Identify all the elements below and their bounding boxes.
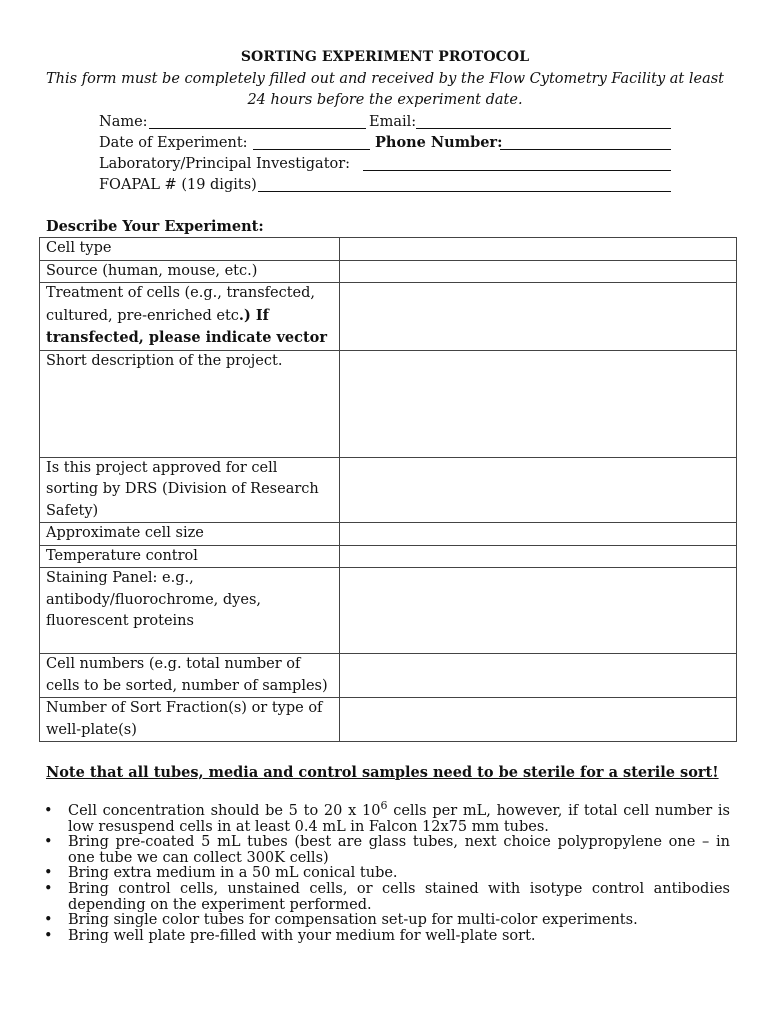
table-row xyxy=(40,523,737,546)
list-item xyxy=(40,882,730,913)
bullet-text: Bring pre-coated 5 mL tubes (best are glass tubes, next choice polypropylene one – in one tube we can collect 300K cells) xyxy=(68,834,730,866)
row-label-bold: .) If transfected, please indicate vector xyxy=(46,306,327,346)
instructions-list xyxy=(40,799,730,944)
name-field[interactable] xyxy=(149,128,366,129)
phone-row xyxy=(375,133,502,153)
row-label: Approximate cell size xyxy=(40,523,340,546)
bullet-icon: • xyxy=(44,834,53,851)
foapal-field[interactable] xyxy=(258,191,671,192)
lab-row xyxy=(99,154,350,174)
row-label-text: Treatment of cells (e.g., transfected, cultured, pre-enriched etc xyxy=(46,285,316,324)
phone-label: Phone Number: xyxy=(375,134,503,151)
bullet-icon: • xyxy=(44,927,53,944)
bullet-superscript: 6 xyxy=(380,799,388,813)
name-label: Name: xyxy=(99,114,148,130)
list-item xyxy=(40,866,730,882)
table-row xyxy=(40,545,737,568)
phone-field[interactable] xyxy=(500,149,671,150)
form-instructions: This form must be completely filled out and received by the Flow Cytometry Facility at least 24 hours before the experiment date. xyxy=(46,71,724,108)
lab-label: Laboratory/Principal Investigator: xyxy=(99,156,351,172)
bullet-icon: • xyxy=(44,803,53,819)
table-row xyxy=(40,260,737,283)
row-label: Short description of the project. xyxy=(40,350,340,457)
answer-cell[interactable] xyxy=(340,350,737,457)
row-label: Is this project approved for cell sorting by DRS (Division of Research Safety) xyxy=(40,457,340,523)
table-row xyxy=(40,568,737,654)
bullet-text: Bring single color tubes for compensation set-up for multi-color experiments. xyxy=(68,912,638,929)
row-label: Staining Panel: e.g., antibody/fluorochrome, dyes, fluorescent proteins xyxy=(40,568,340,654)
list-item xyxy=(40,799,730,835)
bullet-text: Bring extra medium in a 50 mL conical tube. xyxy=(68,865,398,882)
answer-cell[interactable] xyxy=(340,457,737,523)
sterile-note: Note that all tubes, media and control samples need to be sterile for a sterile sort! xyxy=(46,764,719,781)
row-label: Cell type xyxy=(40,238,340,261)
table-row xyxy=(40,457,737,523)
bullet-icon: • xyxy=(44,880,53,897)
bullet-text-post: cells per mL, however, if total cell number is low resuspend cells in at least 0.4 mL in Falcon 12x75 mm tubes. xyxy=(68,803,730,835)
bullet-text: Bring control cells, unstained cells, or cells stained with isotype control antibodies depending on the experiment performed. xyxy=(68,880,730,913)
list-item xyxy=(40,929,730,945)
table-row xyxy=(40,654,737,698)
foapal-label: FOAPAL # (19 digits) xyxy=(99,177,257,193)
list-item xyxy=(40,913,730,929)
answer-cell[interactable] xyxy=(340,545,737,568)
experiment-table xyxy=(39,237,737,742)
name-row xyxy=(99,112,148,132)
row-label: Temperature control xyxy=(40,545,340,568)
bullet-text-pre: Cell concentration should be 5 to 20 x 10 xyxy=(68,803,381,819)
date-field[interactable] xyxy=(253,149,370,150)
answer-cell[interactable] xyxy=(340,283,737,351)
email-row xyxy=(369,112,416,132)
foapal-row xyxy=(99,175,257,195)
table-row xyxy=(40,698,737,742)
table-row xyxy=(40,283,737,351)
answer-cell[interactable] xyxy=(340,238,737,261)
answer-cell[interactable] xyxy=(340,260,737,283)
bullet-text: Bring well plate pre-filled with your medium for well-plate sort. xyxy=(68,927,536,944)
row-label: Number of Sort Fraction(s) or type of well-plate(s) xyxy=(40,698,340,742)
bullet-icon: • xyxy=(44,912,53,929)
table-row xyxy=(40,238,737,261)
answer-cell[interactable] xyxy=(340,654,737,698)
email-label: Email: xyxy=(369,114,417,130)
list-item xyxy=(40,835,730,866)
bullet-icon: • xyxy=(44,865,53,882)
answer-cell[interactable] xyxy=(340,698,737,742)
page-title: SORTING EXPERIMENT PROTOCOL xyxy=(240,49,530,65)
row-label xyxy=(40,283,340,351)
answer-cell[interactable] xyxy=(340,523,737,546)
date-row xyxy=(99,133,248,153)
experiment-heading: Describe Your Experiment: xyxy=(46,218,264,235)
row-label: Cell numbers (e.g. total number of cells to be sorted, number of samples) xyxy=(40,654,340,698)
lab-field[interactable] xyxy=(363,170,671,171)
email-field[interactable] xyxy=(416,128,671,129)
row-label: Source (human, mouse, etc.) xyxy=(40,260,340,283)
table-row xyxy=(40,350,737,457)
date-label: Date of Experiment: xyxy=(99,135,248,151)
answer-cell[interactable] xyxy=(340,568,737,654)
